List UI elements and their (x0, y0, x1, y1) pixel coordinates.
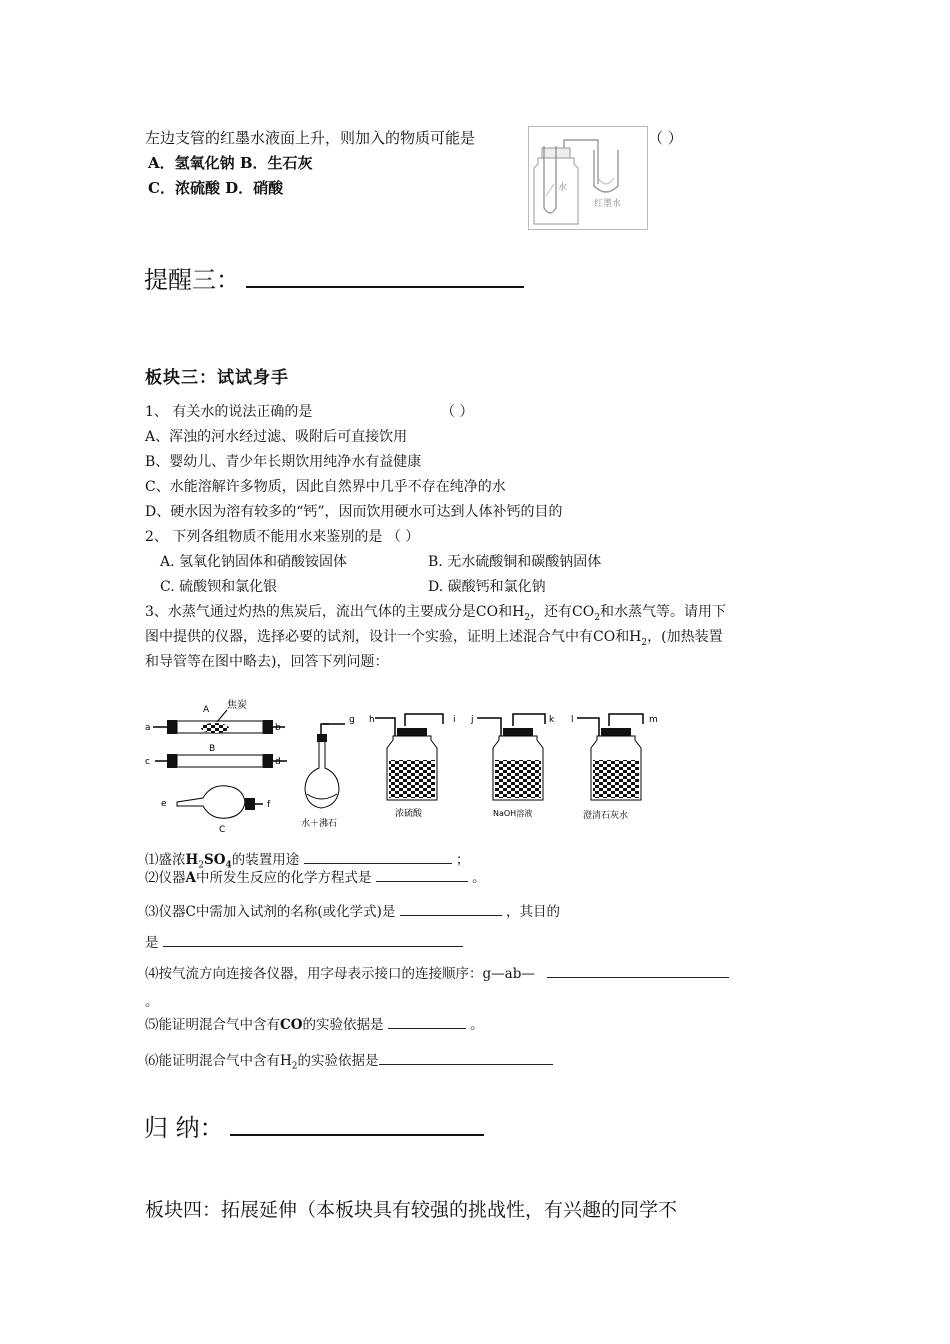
port-b: b (275, 723, 281, 733)
sub5-b: 的实验依据是 (302, 1017, 384, 1033)
sub1-a: ⑴盛浓 (145, 852, 186, 868)
sub4-blank[interactable] (547, 963, 729, 978)
q1-option-a: A、浑浊的河水经过滤、吸附后可直接饮用 (145, 429, 408, 445)
q3-sub4-end: 。 (145, 994, 159, 1010)
sub3-line2: 是 (145, 935, 159, 951)
sub4-text: ⑷按气流方向连接各仪器，用字母表示接口的连接顺序：g—ab— (145, 966, 535, 982)
port-k: k (549, 715, 555, 725)
label-A: A (203, 705, 210, 715)
sub1-b: 的装置用途 (231, 852, 300, 868)
sub1-end: ； (455, 852, 470, 868)
label-B: B (209, 744, 216, 754)
q2-option-d: D. 碳酸钙和氯化钠 (428, 579, 546, 595)
q3-stem-1-sub2: 2 (594, 612, 600, 623)
q1-bracket: （ ） (441, 404, 474, 420)
sub1-blank[interactable] (304, 849, 452, 864)
q3-stem-line1 (145, 601, 726, 623)
sub6-sub: 2 (291, 1061, 298, 1072)
port-d: d (275, 757, 281, 767)
sub5-end: 。 (470, 1017, 484, 1033)
q2-option-b: B. 无水硫酸铜和碳酸钠固体 (428, 554, 602, 570)
sub3-a: ⑶仪器C中需加入试剂的名称(或化学式)是 (145, 904, 396, 920)
label-jiaotan: 焦炭 (227, 700, 247, 711)
tip3-label-text: 提醒三： (144, 266, 240, 294)
sub3-purpose-blank[interactable] (163, 932, 463, 947)
q3-stem-1b: ，还有CO (530, 604, 595, 620)
q2-option-c: C. 硫酸钡和氯化银 (160, 579, 278, 595)
port-i: i (453, 715, 456, 725)
port-h: h (369, 715, 375, 725)
sub5-CO: CO (280, 1017, 303, 1033)
q3-stem-2-sub: 2 (641, 637, 648, 648)
q3-stem-line2 (145, 626, 723, 648)
q3-stem-2a: 图中提供的仪器，选择必要的试剂，设计一个实验，证明上述混合气中有CO和H (145, 629, 642, 645)
sub2-blank[interactable] (376, 867, 468, 882)
q3-sub4 (145, 962, 729, 982)
sub2-end: 。 (472, 870, 486, 886)
port-j: j (471, 715, 474, 725)
summary-blank[interactable] (230, 1110, 484, 1136)
q3-stem-2b: ，(加热装置 (647, 629, 723, 645)
summary-label-text: 归 纳： (144, 1114, 224, 1142)
bottle-u-tube-figure (528, 126, 648, 230)
sub3-blank[interactable] (400, 901, 502, 916)
q2-stem: 2、 下列各组物质不能用水来鉴别的是 （ ） (145, 529, 420, 545)
tip3-label (144, 260, 524, 295)
tip3-blank[interactable] (246, 262, 524, 288)
q3-stem-1-sub1: 2 (524, 612, 531, 623)
q2-option-a: A. 氢氧化钠固体和硝酸铵固体 (160, 554, 348, 570)
fig-label-water: 水 (558, 183, 568, 193)
sub6-blank[interactable] (379, 1050, 553, 1065)
port-g: g (349, 715, 355, 725)
q-top-stem: 左边支管的红墨水液面上升，则加入的物质可能是 (145, 129, 476, 147)
sub1-H: H (185, 852, 199, 868)
q3-stem-line3: 和导管等在图中略去)，回答下列问题： (145, 654, 389, 670)
q3-sub5 (145, 1013, 484, 1033)
cap-bottle1: 浓硫酸 (395, 809, 423, 819)
q1-option-c: C、水能溶解许多物质，因此自然界中几乎不存在纯净的水 (145, 479, 506, 495)
q-top-options-1: A．氢氧化钠 B．生石灰 (148, 154, 313, 172)
q3-stem-1a: 3、水蒸气通过灼热的焦炭后，流出气体的主要成分是CO和H (145, 604, 525, 620)
label-C: C (219, 825, 226, 835)
q1-option-d: D、硬水因为溶有较多的“钙”，因而饮用硬水可达到人体补钙的目的 (145, 504, 563, 520)
q3-sub6 (145, 1049, 553, 1072)
q-top-options-2: C．浓硫酸 D．硝酸 (148, 179, 284, 197)
q3-sub3 (145, 900, 560, 920)
sub2-A: A (185, 870, 196, 886)
section4-title: 板块四：拓展延伸（本板块具有较强的挑战性，有兴趣的同学不 (145, 1199, 678, 1221)
port-e: e (161, 799, 167, 809)
cap-flask: 水＋沸石 (301, 819, 338, 829)
sub1-4: 4 (225, 860, 232, 871)
sub5-a: ⑸能证明混合气中含有 (145, 1017, 280, 1033)
sub3-end: ，其目的 (505, 904, 560, 920)
sub6-a: ⑹能证明混合气中含有H (145, 1053, 292, 1069)
q-top-bracket: （ ） (648, 129, 683, 147)
apparatus-figure (143, 698, 663, 838)
port-f: f (267, 800, 271, 810)
sub1-SO: SO (204, 852, 226, 868)
q3-sub3-line2 (145, 931, 463, 951)
sub2-b: 中所发生反应的化学方程式是 (195, 870, 372, 886)
cap-bottle2: NaOH溶液 (493, 809, 533, 818)
port-m: m (649, 715, 658, 725)
q3-sub2 (145, 866, 486, 886)
q3-stem-1c: 和水蒸气等。请用下 (599, 604, 726, 620)
summary-label (144, 1108, 484, 1143)
section3-title: 板块三：试试身手 (145, 368, 289, 388)
sub2-a: ⑵仪器 (145, 870, 186, 886)
q1-stem: 1、 有关水的说法正确的是 (145, 404, 313, 420)
sub6-b: 的实验依据是 (297, 1053, 379, 1069)
port-l: l (571, 715, 574, 725)
sub1-2: 2 (198, 860, 204, 871)
cap-bottle3: 澄清石灰水 (583, 811, 629, 821)
port-a: a (145, 723, 151, 733)
port-c: c (145, 757, 150, 767)
sub5-blank[interactable] (388, 1014, 466, 1029)
q1-option-b: B、婴幼儿、青少年长期饮用纯净水有益健康 (145, 454, 422, 470)
fig-label-ink: 红墨水 (594, 199, 622, 209)
